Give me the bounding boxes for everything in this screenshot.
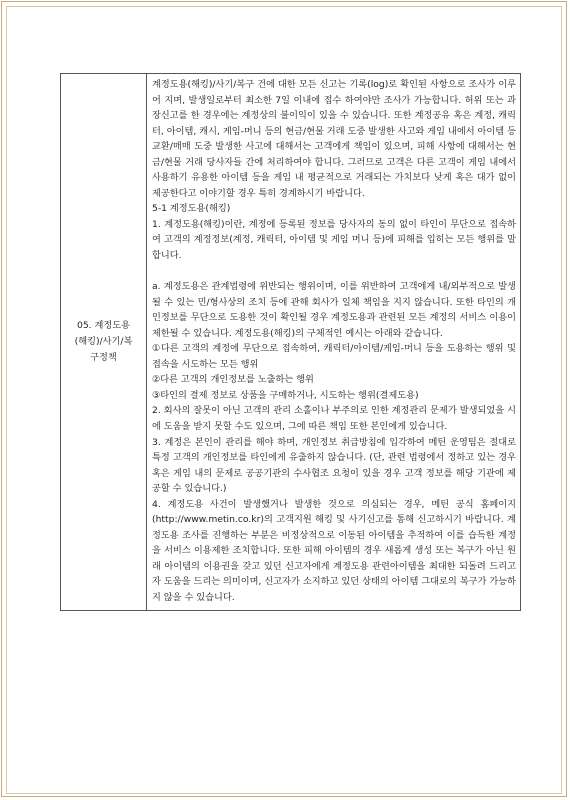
section-body-cell (147, 74, 521, 611)
item-1: 1. 계정도용(해킹)이란, 계정에 등록된 정보를 당사자의 동의 없이 타인이 무단으로 접속하여 고객의 계정정보(계정, 캐릭터, 아이템 및 게임 머니 등)에 피해를 입히는 모든 행위를 말합니다. (152, 218, 516, 262)
example-2: ②다른 고객의 개인정보를 노출하는 행위 (152, 374, 314, 386)
section-title-line: 05. 계정도용 (76, 319, 131, 331)
item-2: 2. 회사의 잘못이 아닌 고객의 관리 소홀이나 부주의로 인한 계정관리 문제가 발생되었을 시에 도움을 받지 못할 수도 있으며, 그에 따른 책임 또한 본인에게 있습니다. (152, 405, 516, 432)
policy-table (60, 73, 521, 611)
item-4: 4. 계정도용 사건이 발생했거나 발생한 것으로 의심되는 경우, 메틴 공식 홈페이지(http://www.metin.co.kr)의 고객지원 해킹 및 사기신고를 통해 신고하시기 바랍니다. 계정도용 조사를 진행하는 부분은 비정상적으로 이동된 아이템을 추적하여 이를 습득한 계정을 서비스 이용제한 조치합니다. 또한 피해 아이템의 경우 새롭게 생성 또는 복구가 아닌 원래 아이템의 이용권을 갖고 있던 신고자에게 계정도용 관련아이템을 최대한 되돌려 드리고자 도움을 드리는 의미이며, 신고자가 소지하고 있던 상태의 아이템 그대로의 복구가 가능하지 않을 수 있습니다. (152, 498, 516, 603)
intro-paragraph: 계정도용(해킹)/사기/복구 건에 대한 모든 신고는 기록(log)로 확인된 사항으로 조사가 이루어 지며, 발생일로부터 최소한 7일 이내에 접수 하여야만 조사가 가능합니다. 허위 또는 과장신고를 한 경우에는 계정상의 불이익이 있을 수 있습니다. 또한 계정공유 혹은 계정, 캐릭터, 아이템, 캐시, 게임-머니 등의 현금/현물 거래 도중 발생한 사고와 게임 내에서 아이템 등 교환/매매 도중 발생한 사고에 대해서는 고객에게 책임이 있으며, 피해 사항에 대해서는 현금/현물 거래 당사자들 간에 처리하여야 합니다. 그러므로 고객은 다른 고객이 게임 내에서 사용하기 유용한 아이템 등을 게임 내 평균적으로 거래되는 가치보다 낮게 혹은 대가 없이 제공한다고 이야기할 경우 특히 경계하시기 바랍니다. (152, 79, 516, 199)
item-3: 3. 계정은 본인이 관리를 해야 하며, 개인정보 취급방침에 입각하여 메틴 운영팀은 절대로 특정 고객의 개인정보를 타인에게 유출하지 않습니다. (단, 관련 법령에서 정하고 있는 경우 혹은 게임 내의 문제로 공공기관의 수사협조 요청이 있을 경우 고객 정보를 해당 기관에 제공할 수 있습니다.) (152, 436, 516, 495)
section-title-line: 구정책 (90, 351, 117, 363)
item-a: a. 계정도용은 관계법령에 위반되는 행위이며, 이를 위반하여 고객에게 내/외부적으로 발생될 수 있는 민/형사상의 조치 등에 관해 회사가 일체 책임을 지지 않습니다. 또한 타인의 개인정보를 무단으로 도용한 것이 확인될 경우 계정도용과 관련된 모든 계정의 서비스 이용이 제한될 수 있습니다. 계정도용(해킹)의 구체적인 예시는 아래와 같습니다. (152, 281, 516, 339)
section-title-line: (해킹)/사기/복 (74, 335, 133, 347)
blank-line (152, 264, 516, 280)
section-title-cell (61, 74, 147, 611)
example-3: ③타인의 결제 정보로 상품을 구매하거나, 시도하는 행위(결제도용) (152, 389, 419, 401)
example-1: ①다른 고객의 계정에 무단으로 접속하여, 캐릭터/아이템/게임-머니 등을 도용하는 행위 및 접속을 시도하는 모든 행위 (152, 343, 516, 370)
subsection-heading: 5-1 계정도용(해킹) (152, 203, 231, 215)
policy-row (61, 74, 521, 611)
